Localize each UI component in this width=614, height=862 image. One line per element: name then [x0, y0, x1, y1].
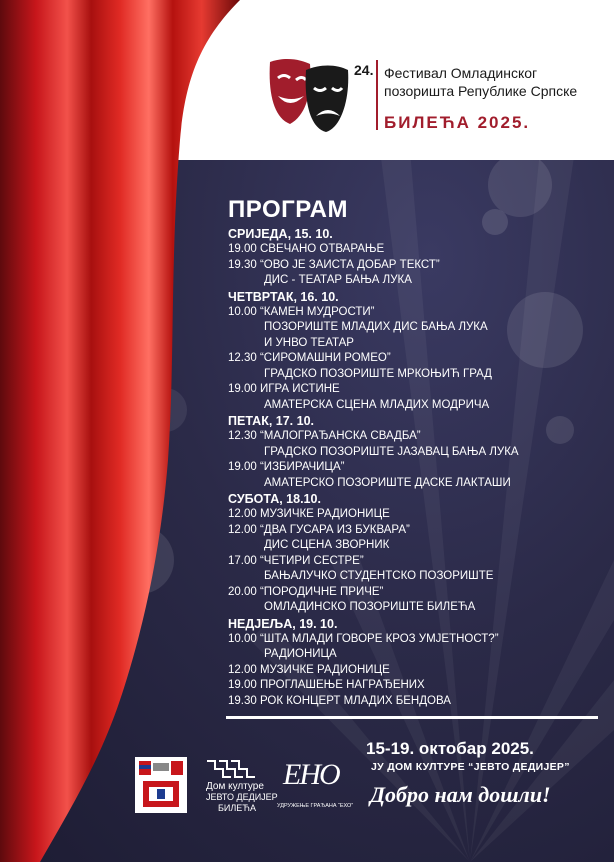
- welcome-message: Добро нам дошли!: [370, 782, 551, 807]
- festival-dates: 15-19. октобар 2025.: [366, 739, 534, 758]
- program-event-performer: АМАТЕРСКА СЦЕНА МЛАДИХ МОДРИЧА: [264, 398, 490, 411]
- header-divider: [376, 60, 378, 130]
- program-event: 12.00 МУЗИЧКЕ РАДИОНИЦЕ: [228, 663, 390, 676]
- program-day: СУБОТА, 18.10.: [228, 492, 321, 506]
- program-event-performer: ГРАДСКО ПОЗОРИШТЕ ЈАЗАВАЦ БАЊА ЛУКА: [264, 445, 519, 458]
- dk-line2: ЈЕВТО ДЕДИЈЕР: [206, 792, 278, 802]
- program-event: 19.00 “ИЗБИРАЧИЦА”: [228, 461, 345, 473]
- program-event-performer: И УНВО ТЕАТАР: [264, 336, 354, 349]
- program-event-performer: БАЊАЛУЧКО СТУДЕНТСКО ПОЗОРИШТЕ: [264, 570, 494, 582]
- festival-title-line2: позоришта Републике Српске: [384, 83, 578, 99]
- program-day: ПЕТАК, 17. 10.: [228, 414, 314, 428]
- festival-city-year: БИЛЕЋА 2025.: [384, 113, 531, 132]
- program-event: 19.30 РОК КОНЦЕРТ МЛАДИХ БЕНДОВА: [228, 694, 451, 707]
- program-event-performer: ДИС СЦЕНА ЗВОРНИК: [264, 539, 390, 551]
- municipality-coat-of-arms: [135, 757, 187, 813]
- theatre-masks-logo: [268, 58, 350, 134]
- program-event: 12.00 МУЗИЧКЕ РАДИОНИЦЕ: [228, 508, 390, 520]
- eho-logo: ЕHO: [283, 758, 339, 791]
- program-event-performer: РАДИОНИЦА: [264, 648, 337, 660]
- program-event-performer: ГРАДСКО ПОЗОРИШТЕ МРКОЊИЋ ГРАД: [264, 367, 492, 380]
- program-event-performer: ОМЛАДИНСКО ПОЗОРИШТЕ БИЛЕЋА: [264, 601, 476, 613]
- program-event-performer: ПОЗОРИШТЕ МЛАДИХ ДИС БАЊА ЛУКА: [264, 321, 488, 333]
- program-event-performer: ДИС - ТЕАТАР БАЊА ЛУКА: [264, 274, 412, 286]
- program-event: 19.00 ИГРА ИСТИНЕ: [228, 383, 340, 395]
- program-event: 12.30 “МАЛОГРАЂАНСКА СВАДБА”: [228, 430, 421, 442]
- program-event: 20.00 “ПОРОДИЧНЕ ПРИЧЕ”: [228, 585, 384, 598]
- dom-kulture-logo: [205, 757, 257, 781]
- festival-edition: 24.: [354, 62, 374, 78]
- program-day: НЕДЈЕЉА, 19. 10.: [228, 616, 338, 631]
- red-curtain: [0, 0, 240, 862]
- program-heading: ПРОГРАМ: [228, 196, 348, 223]
- program-event: 10.00 “КАМЕН МУДРОСТИ”: [228, 305, 375, 318]
- program-event: 19.00 СВЕЧАНО ОТВАРАЊЕ: [228, 243, 385, 255]
- program-event: 12.30 “СИРОМАШНИ РОМЕО”: [228, 352, 391, 364]
- program-event: 10.00 “ШТА МЛАДИ ГОВОРЕ КРОЗ УМЈЕТНОСТ?”: [228, 632, 499, 645]
- program-event: 19.00 ПРОГЛАШЕЊЕ НАГРАЂЕНИХ: [228, 679, 425, 691]
- dk-line1: Дом културе: [206, 781, 264, 792]
- program-event: 17.00 “ЧЕТИРИ СЕСТРЕ”: [228, 554, 364, 567]
- eho-caption: УДРУЖЕЊЕ ГРАЂАНА “ЕХО”: [277, 803, 354, 809]
- festival-venue: ЈУ ДОМ КУЛТУРЕ “ЈЕВТО ДЕДИЈЕР”: [371, 761, 570, 773]
- footer-divider: [226, 716, 598, 719]
- dk-line3: БИЛЕЋА: [218, 803, 256, 813]
- festival-title: [384, 64, 577, 100]
- program-event: 12.00 “ДВА ГУСАРА ИЗ БУКВАРА”: [228, 523, 410, 536]
- program-day: ЧЕТВРТАК, 16. 10.: [228, 289, 339, 304]
- program-day: СРИЈЕДА, 15. 10.: [228, 227, 333, 241]
- dom-kulture-caption: [206, 781, 278, 814]
- program-list: [228, 226, 519, 709]
- program-event-performer: АМАТЕРСКО ПОЗОРИШТЕ ДАСКЕ ЛАКТАШИ: [264, 476, 511, 489]
- festival-title-line1: Фестивал Омладинског: [384, 65, 538, 81]
- program-event: 19.30 “ОВО ЈЕ ЗАИСТА ДОБАР ТЕКСТ”: [228, 258, 440, 271]
